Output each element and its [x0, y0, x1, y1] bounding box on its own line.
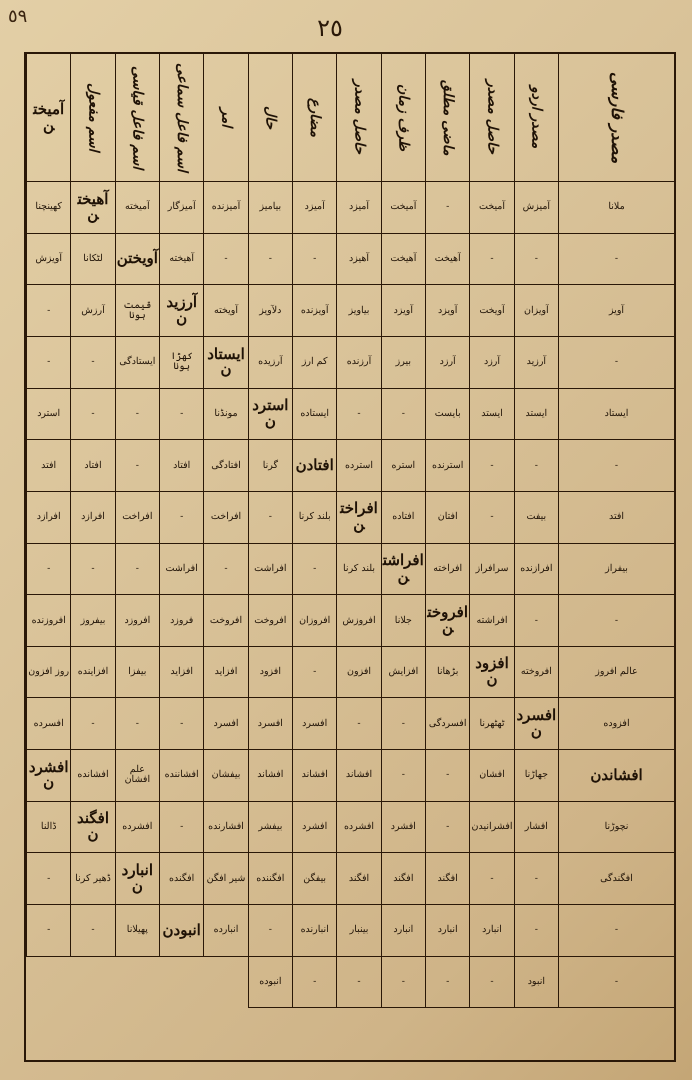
table-cell: افزاید: [203, 647, 247, 699]
table-cell: -: [248, 234, 292, 286]
column-header: اسم فاعل قیاسی: [115, 54, 159, 182]
table-cell: جلانا: [381, 595, 425, 647]
table-cell: آمیزد: [336, 182, 380, 234]
table-cell: انبارد: [469, 905, 513, 957]
table-cell: افروزد: [115, 595, 159, 647]
table-cell: آویزان: [514, 285, 558, 337]
table-cell: افروخت: [203, 595, 247, 647]
table-cell: -: [558, 440, 674, 492]
table-cell: بڑھانا: [425, 647, 469, 699]
table-cell: قیمت ہونا: [115, 285, 159, 337]
table-cell: -: [469, 440, 513, 492]
table-cell: آویزد: [425, 285, 469, 337]
table-cell: افشاند: [292, 750, 336, 802]
table-cell: انبارد: [381, 905, 425, 957]
table-cell: -: [159, 389, 203, 441]
table-cell: آمیزد: [292, 182, 336, 234]
table-cell: استره: [381, 440, 425, 492]
table-cell: آویخت: [469, 285, 513, 337]
table-cell: افسرد: [248, 698, 292, 750]
table-cell: بیفشر: [248, 802, 292, 854]
table-cell: آرزنده: [336, 337, 380, 389]
table-cell: افشرانیدن: [469, 802, 513, 854]
table-cell: کم ارز: [292, 337, 336, 389]
column-header: اسم فاعل سماعی: [159, 54, 203, 182]
table-cell: -: [558, 905, 674, 957]
table-cell: -: [203, 544, 247, 596]
table-cell: بیفگن: [292, 853, 336, 905]
table-cell: ایستد: [514, 389, 558, 441]
table-cell: آهیزد: [336, 234, 380, 286]
table-cell: -: [558, 957, 674, 1009]
table-cell: -: [292, 957, 336, 1009]
conjugation-table: [24, 52, 676, 1062]
column-header: امر: [203, 54, 247, 182]
table-cell: افزود: [248, 647, 292, 699]
table-cell: بیفروز: [70, 595, 114, 647]
table-cell: ایستد: [469, 389, 513, 441]
table-cell: بیرز: [381, 337, 425, 389]
table-cell: عالم افروز: [558, 647, 674, 699]
table-cell: افتد: [26, 440, 70, 492]
table-cell: -: [381, 957, 425, 1009]
table-cell: افتادگی: [203, 440, 247, 492]
table-cell: -: [514, 905, 558, 957]
table-cell: افشار: [514, 802, 558, 854]
table-cell: کھڑا ہونا: [159, 337, 203, 389]
table-cell: آمیخت: [381, 182, 425, 234]
table-cell: آهیخته: [159, 234, 203, 286]
infinitive-cell: انباردن: [115, 853, 159, 905]
table-cell: شیر افگن: [203, 853, 247, 905]
table-cell: آمیخته: [115, 182, 159, 234]
table-cell: ایستاده: [292, 389, 336, 441]
table-cell: بیاویز: [336, 285, 380, 337]
infinitive-cell: آمیختن: [26, 54, 70, 182]
table-cell: افشارنده: [203, 802, 247, 854]
column-header: حال: [248, 54, 292, 182]
table-cell: -: [292, 234, 336, 286]
column-header: ظرف زمان: [381, 54, 425, 182]
table-cell: انبوده: [248, 957, 292, 1009]
infinitive-cell: افسردن: [514, 698, 558, 750]
infinitive-cell: انبودن: [159, 905, 203, 957]
table-cell: بلند کرنا: [292, 492, 336, 544]
table-cell: انبود: [514, 957, 558, 1009]
table-cell: افرازد: [70, 492, 114, 544]
table-cell: آمیزگار: [159, 182, 203, 234]
table-cell: آویزد: [381, 285, 425, 337]
table-cell: بلند کرنا: [336, 544, 380, 596]
table-cell: -: [469, 957, 513, 1009]
table-cell: -: [469, 234, 513, 286]
infinitive-cell: افراختن: [336, 492, 380, 544]
table-cell: -: [115, 389, 159, 441]
table-cell: افروخته: [514, 647, 558, 699]
table-cell: -: [248, 492, 292, 544]
table-cell: آرزد: [469, 337, 513, 389]
table-cell: آویز: [558, 285, 674, 337]
column-header: اسم مفعول: [70, 54, 114, 182]
table-cell: -: [203, 234, 247, 286]
table-cell: ایستاد: [558, 389, 674, 441]
table-cell: افرازنده: [514, 544, 558, 596]
table-cell: افگننده: [248, 853, 292, 905]
infinitive-cell: افشردن: [26, 750, 70, 802]
table-cell: دلآویز: [248, 285, 292, 337]
table-cell: -: [381, 389, 425, 441]
table-cell: بیفراز: [558, 544, 674, 596]
table-cell: -: [26, 337, 70, 389]
infinitive-cell: آهیختن: [70, 182, 114, 234]
table-cell: مونڈنا: [203, 389, 247, 441]
table-cell: آمیزنده: [203, 182, 247, 234]
table-cell: افتاد: [70, 440, 114, 492]
infinitive-cell: افزودن: [469, 647, 513, 699]
table-cell: -: [558, 595, 674, 647]
table-cell: افگند: [381, 853, 425, 905]
table-cell: -: [558, 234, 674, 286]
table-cell: گرنا: [248, 440, 292, 492]
infinitive-cell: استردن: [248, 389, 292, 441]
table-cell: افزاید: [159, 647, 203, 699]
column-header: مصدر فارسی: [558, 54, 674, 182]
table-cell: افروزان: [292, 595, 336, 647]
table-cell: لٹکانا: [70, 234, 114, 286]
table-cell: افتاد: [159, 440, 203, 492]
table-cell: بینبار: [336, 905, 380, 957]
table-cell: افشانده: [70, 750, 114, 802]
table-cell: افراشت: [159, 544, 203, 596]
table-cell: -: [425, 802, 469, 854]
infinitive-cell: افگندن: [70, 802, 114, 854]
table-cell: بیفشان: [203, 750, 247, 802]
infinitive-cell: آرزیدن: [159, 285, 203, 337]
table-cell: روز افزون: [26, 647, 70, 699]
table-cell: -: [70, 337, 114, 389]
table-cell: بیامیز: [248, 182, 292, 234]
table-cell: افراخت: [115, 492, 159, 544]
table-cell: افگندگی: [558, 853, 674, 905]
page-number: ٢٥: [317, 14, 343, 42]
table-cell: افگند: [425, 853, 469, 905]
table-cell: آویزنده: [292, 285, 336, 337]
table-cell: افراخت: [203, 492, 247, 544]
table-cell: -: [26, 285, 70, 337]
table-cell: -: [514, 440, 558, 492]
table-cell: آمیزش: [514, 182, 558, 234]
table-cell: افشرد: [292, 802, 336, 854]
table-cell: فروزد: [159, 595, 203, 647]
table-cell: -: [70, 905, 114, 957]
infinitive-cell: افروختن: [425, 595, 469, 647]
table-cell: افتاده: [381, 492, 425, 544]
table-cell: افتد: [558, 492, 674, 544]
table-cell: انبارنده: [292, 905, 336, 957]
table-cell: -: [514, 853, 558, 905]
table-cell: -: [292, 544, 336, 596]
table-cell: -: [514, 595, 558, 647]
table-cell: افشرد: [381, 802, 425, 854]
table-cell: استرد: [26, 389, 70, 441]
table-cell: انبارده: [203, 905, 247, 957]
table-cell: افگند: [336, 853, 380, 905]
table-cell: افسرده: [26, 698, 70, 750]
table-cell: استرده: [336, 440, 380, 492]
table-cell: افزاینده: [70, 647, 114, 699]
table-cell: -: [159, 492, 203, 544]
table-cell: افزوده: [558, 698, 674, 750]
table-cell: آهیخت: [381, 234, 425, 286]
table-cell: استرنده: [425, 440, 469, 492]
table-cell: -: [26, 544, 70, 596]
table-cell: -: [26, 853, 70, 905]
table-cell: -: [115, 440, 159, 492]
infinitive-cell: افراشتن: [381, 544, 425, 596]
table-cell: نچوڑنا: [558, 802, 674, 854]
table-cell: افروزنده: [26, 595, 70, 647]
table-cell: افزایش: [381, 647, 425, 699]
table-cell: بیفزا: [115, 647, 159, 699]
column-header: ماضی مطلق: [425, 54, 469, 182]
table-cell: -: [70, 544, 114, 596]
table-cell: -: [425, 957, 469, 1009]
table-cell: بایست: [425, 389, 469, 441]
table-cell: -: [26, 905, 70, 957]
table-cell: -: [115, 698, 159, 750]
table-cell: افسرد: [203, 698, 247, 750]
table-cell: پھیلانا: [115, 905, 159, 957]
table-cell: آویخته: [203, 285, 247, 337]
table-cell: -: [425, 182, 469, 234]
table-cell: آرزیده: [248, 337, 292, 389]
table-cell: ڈالنا: [26, 802, 70, 854]
table-cell: ملانا: [558, 182, 674, 234]
table-cell: -: [336, 389, 380, 441]
table-cell: افشرده: [115, 802, 159, 854]
table-cell: -: [514, 234, 558, 286]
table-cell: افراشت: [248, 544, 292, 596]
table-cell: افشاند: [248, 750, 292, 802]
table-cell: افراخته: [425, 544, 469, 596]
table-cell: آرزد: [425, 337, 469, 389]
table-cell: افشان: [469, 750, 513, 802]
table-cell: -: [292, 647, 336, 699]
table-cell: -: [159, 802, 203, 854]
table-cell: افگنده: [159, 853, 203, 905]
table-cell: ڈھیر کرنا: [70, 853, 114, 905]
table-cell: ٹھٹھرنا: [469, 698, 513, 750]
table-cell: علم افشان: [115, 750, 159, 802]
table-cell: افسرد: [292, 698, 336, 750]
table-cell: افزون: [336, 647, 380, 699]
table-cell: آرزش: [70, 285, 114, 337]
table-cell: -: [70, 698, 114, 750]
table-cell: -: [469, 492, 513, 544]
infinitive-cell: افتادن: [292, 440, 336, 492]
table-cell: افتان: [425, 492, 469, 544]
table-cell: -: [381, 750, 425, 802]
table-cell: -: [336, 698, 380, 750]
table-cell: -: [381, 698, 425, 750]
table-cell: -: [159, 698, 203, 750]
table-cell: -: [248, 905, 292, 957]
table-cell: سرافراز: [469, 544, 513, 596]
table-cell: -: [115, 544, 159, 596]
infinitive-cell: افشاندن: [558, 750, 674, 802]
table-cell: آهیخت: [425, 234, 469, 286]
column-header: مضارع: [292, 54, 336, 182]
table-cell: جھاڑنا: [514, 750, 558, 802]
table-cell: آرزید: [514, 337, 558, 389]
column-header: مصدر اردو: [514, 54, 558, 182]
table-cell: افشاند: [336, 750, 380, 802]
table-cell: -: [558, 337, 674, 389]
table-cell: افسردگی: [425, 698, 469, 750]
table-cell: -: [469, 853, 513, 905]
table-cell: افشاننده: [159, 750, 203, 802]
column-header: حاصل مصدر: [336, 54, 380, 182]
table-cell: آمیخت: [469, 182, 513, 234]
infinitive-cell: ایستادن: [203, 337, 247, 389]
infinitive-cell: آویختن: [115, 234, 159, 286]
table-cell: -: [336, 957, 380, 1009]
table-cell: آویزش: [26, 234, 70, 286]
table-cell: افرازد: [26, 492, 70, 544]
table-cell: افروزش: [336, 595, 380, 647]
table-cell: -: [425, 750, 469, 802]
table-cell: افراشته: [469, 595, 513, 647]
table-cell: افروخت: [248, 595, 292, 647]
corner-page-mark: ٥٩: [8, 6, 28, 27]
column-header: حاصل مصدر: [469, 54, 513, 182]
table-cell: انبارد: [425, 905, 469, 957]
table-cell: -: [70, 389, 114, 441]
table-cell: افشرده: [336, 802, 380, 854]
table-cell: ایستادگی: [115, 337, 159, 389]
table-cell: کھینچنا: [26, 182, 70, 234]
table-cell: بیفت: [514, 492, 558, 544]
